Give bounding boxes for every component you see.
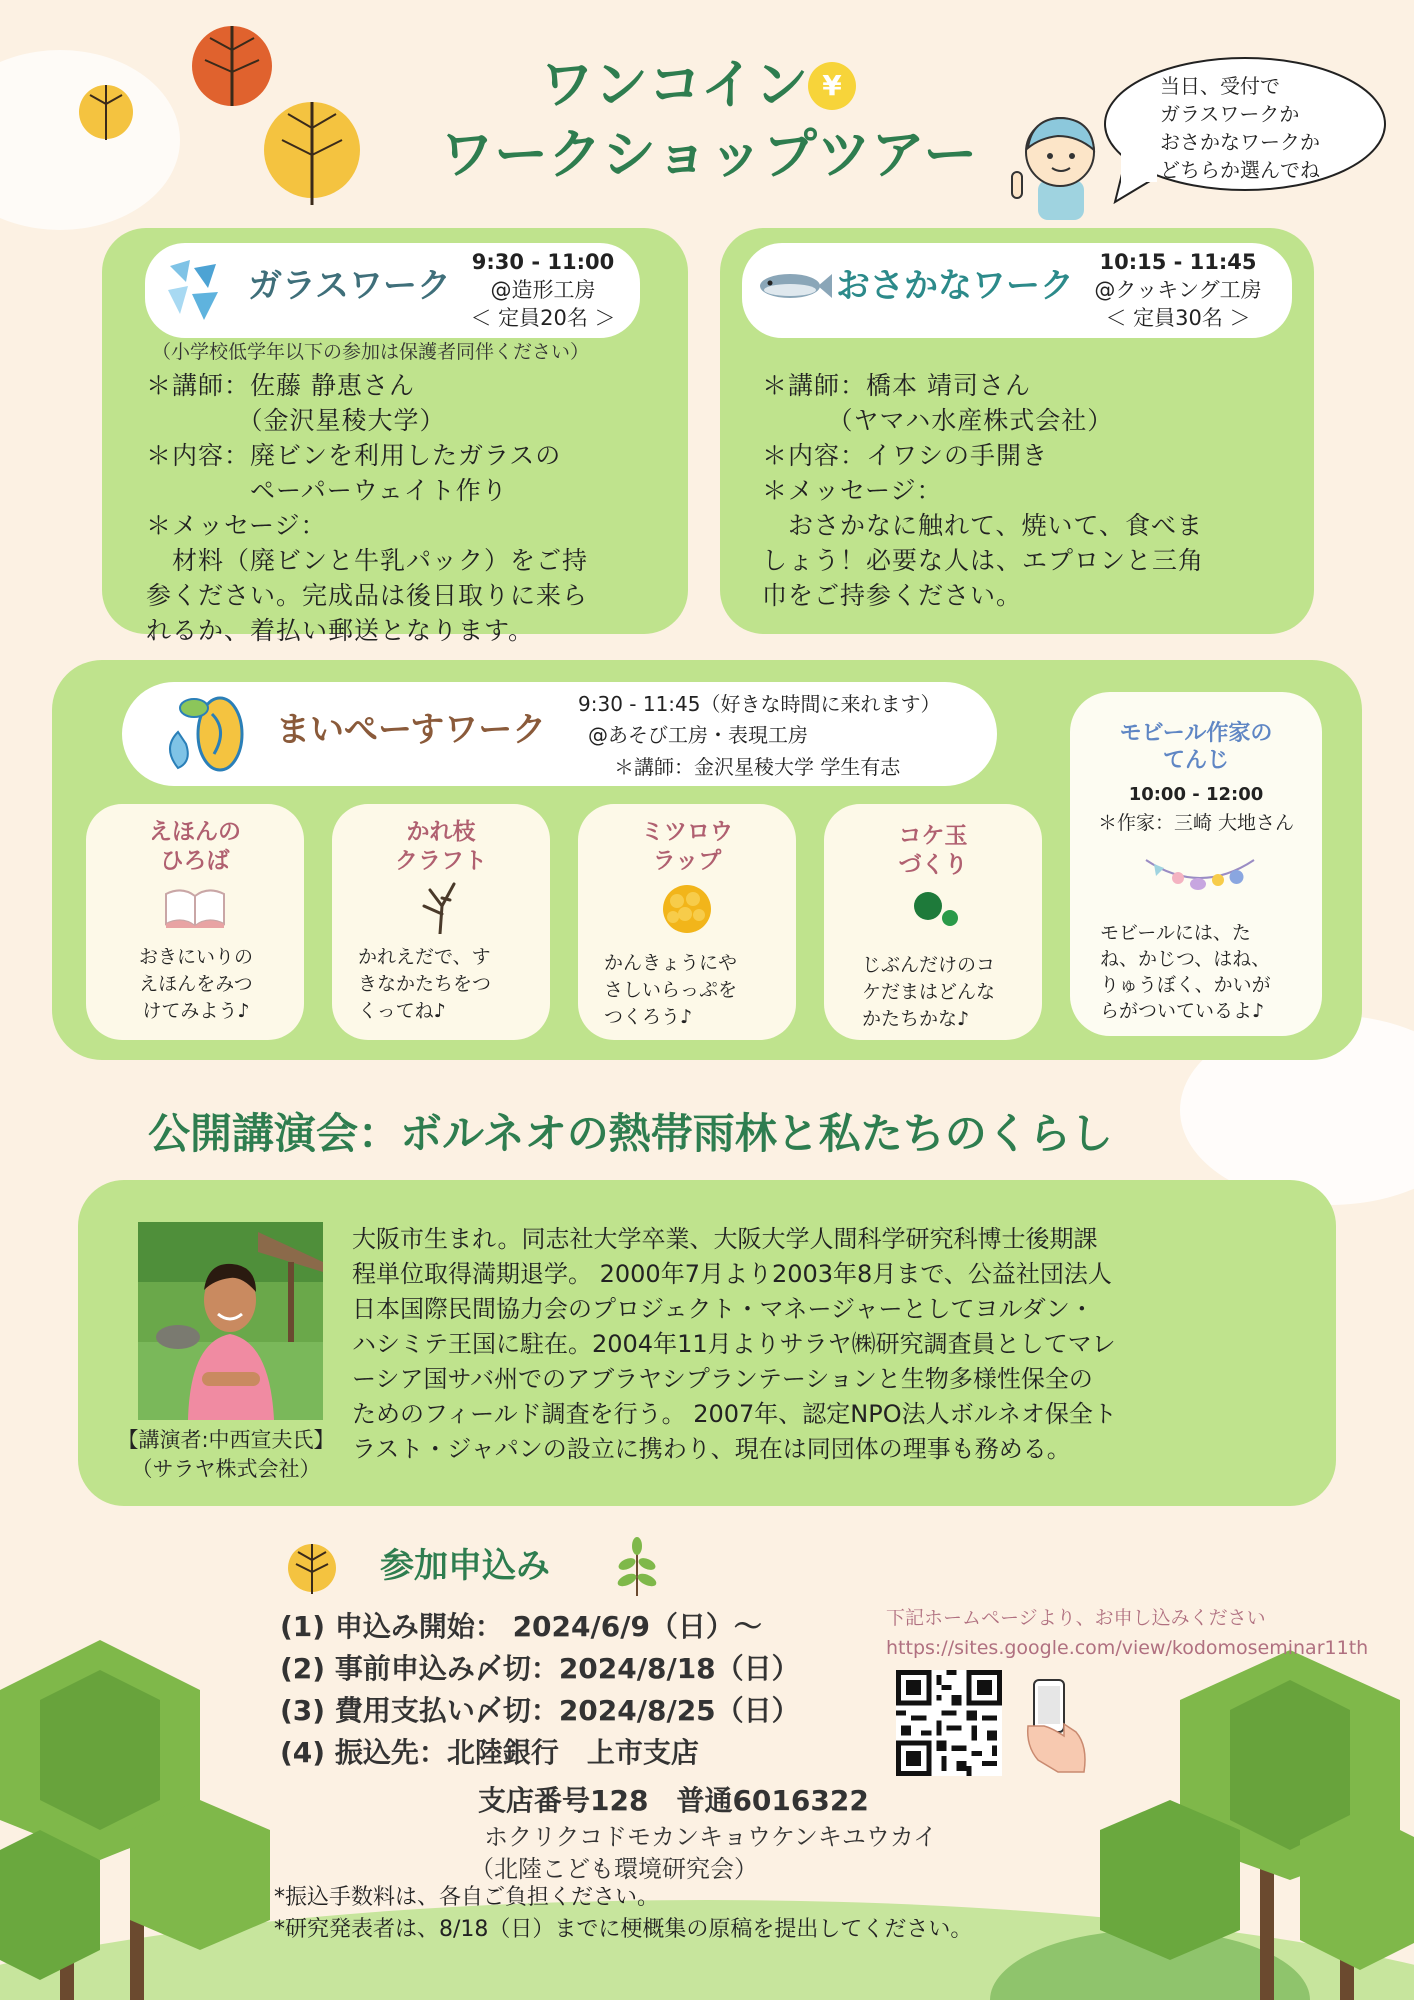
cloud-shape [0,50,180,230]
coin-icon: ¥ [808,62,856,110]
speaker-biography: 大阪市生まれ。同志社大学卒業、大阪大学人間科学研究科博士後期課 程単位取得満期退学。 2000年7月より2003年8月まで、公益社団法人 日本国際民間協力会のプロジェクト・マネージャーとしてヨルダン・ ハシミテ王国に駐在。2004年11月よりサラヤ㈱研究調査員としてマレ ーシア国サバ州でのアブラヤシプランテーションと生物多様性保全の ためのフィールド調査を行う。 2007年、認定NPO法人ボルネオ保全ト ラスト・ジャパンの設立に携わり、現在は同団体の理事も務める。 [352,1225,1117,1463]
sun-tree-icon [284,1540,340,1596]
glass-shards-icon [160,258,230,324]
lecture-title: 公開講演会：ボルネオの熱帯雨林と私たちのくらし [148,1109,1113,1158]
fish-icon [752,264,834,308]
speaker-affiliation: （サラヤ株式会社） [131,1457,321,1481]
mobile-exhibit-time: 10:00 - 12:00 [1128,784,1264,805]
mypace-work-title: まいぺーすワーク [276,710,547,750]
qr-code[interactable] [896,1670,1002,1776]
autumn-tree-icon [264,102,360,205]
activity-card-text: かれえだで、す きなかたちをつ くってね♪ [358,946,492,1022]
glass-work-details: ＊講師：佐藤 静恵さん （金沢星稜大学） ＊内容：廃ビンを利用したガラスの ペーパーウェイト作り ＊メッセージ： 材料（廃ビンと牛乳パック）をご持 参ください。完成品は後日取りに来ら れるか、着払い郵送となります。 [146,371,589,645]
activity-card-title: ミツロウ ラップ [641,819,733,874]
autumn-tree-icon [192,26,272,106]
page-title-line2: ワークショップツアー [440,123,978,186]
activity-card-title: かれ枝 クラフト [395,819,487,874]
glass-work-schedule: 9:30 - 11:00 @造形工房 ＜ 定員20名 ＞ [470,250,616,330]
bank-account-org: （北陸こども環境研究会） [470,1855,758,1883]
registration-title: 参加申込み [380,1546,550,1586]
activity-card-text: おきにいりの えほんをみつ けてみよう♪ [138,946,253,1022]
mypace-place: @あそび工房・表現工房 [588,723,808,747]
mypace-time: 9:30 - 11:45（好きな時間に来れます） [578,692,941,716]
activity-card-text: じぶんだけのコ ケだまはどんな かたちかな♪ [862,954,996,1030]
bank-account-number: 支店番号128 普通6016322 [478,1784,869,1817]
moss-ball-icon [910,888,962,930]
mobile-garland-icon [1140,850,1260,906]
speaker-photo [138,1222,323,1420]
branch-icon [416,876,466,934]
registration-url-link[interactable]: https://sites.google.com/view/kodomoseminar11th [886,1637,1369,1659]
bank-account-name: ホクリクコドモカンキョウケンキユウカイ [484,1823,938,1851]
web-note: 下記ホームページより、お申し込みください [886,1607,1266,1629]
fish-work-schedule: 10:15 - 11:45 @クッキング工房 ＜ 定員30名 ＞ [1094,250,1262,330]
page-title-line1: ワンコイン [540,53,809,116]
open-book-icon [160,884,230,930]
mobile-exhibit-text: モビールには、た ね、かじつ、はね、 りゅうぼく、かいが らがついているよ♪ [1100,922,1271,1022]
boy-character-icon [1008,110,1108,220]
mypace-doodle-icon [158,692,258,776]
registration-notes: *振込手数料は、各自ご負担ください。 *研究発表者は、8/18（日）までに梗概集の原稿を提出してください。 [274,1885,973,1942]
speaker-name: 【講演者:中西宣夫氏】 [117,1428,335,1452]
registration-schedule: (1) 申込み開始： 2024/6/9（日）～ (2) 事前申込み〆切：2024/8/18（日） (3) 費用支払い〆切：2024/8/25（日） (4) 振込先：北陸銀行 上市支店 [280,1610,800,1769]
mobile-exhibit-title: モビール作家の てんじ [1119,721,1273,773]
activity-card-text: かんきょうにや さしいらっぷを つくろう♪ [604,952,738,1028]
fish-work-details: ＊講師：橋本 靖司さん （ヤマハ水産株式会社） ＊内容：イワシの手開き ＊メッセージ： おさかなに触れて、焼いて、食べま しょう！必要な人は、エプロンと三角 巾をご持参ください。 [762,371,1205,610]
glass-work-title: ガラスワーク [248,266,451,306]
speech-bubble-text: 当日、受付で ガラスワークか おさかなワークか どちらか選んでね [1160,74,1320,182]
mypace-lecturer: ＊講師：金沢星稜大学 学生有志 [614,755,901,779]
glass-work-note: （小学校低学年以下の参加は保護者同伴ください） [152,341,590,363]
activity-card-title: コケ玉 づくり [898,823,968,878]
sprout-icon [612,1536,662,1598]
hand-phone-icon [1018,1676,1098,1776]
honeycomb-icon [660,884,714,934]
fish-work-title: おさかなワーク [836,266,1074,306]
mobile-exhibit-artist: ＊作家：三崎 大地さん [1097,812,1295,834]
activity-card-title: えほんの ひろば [149,819,241,874]
